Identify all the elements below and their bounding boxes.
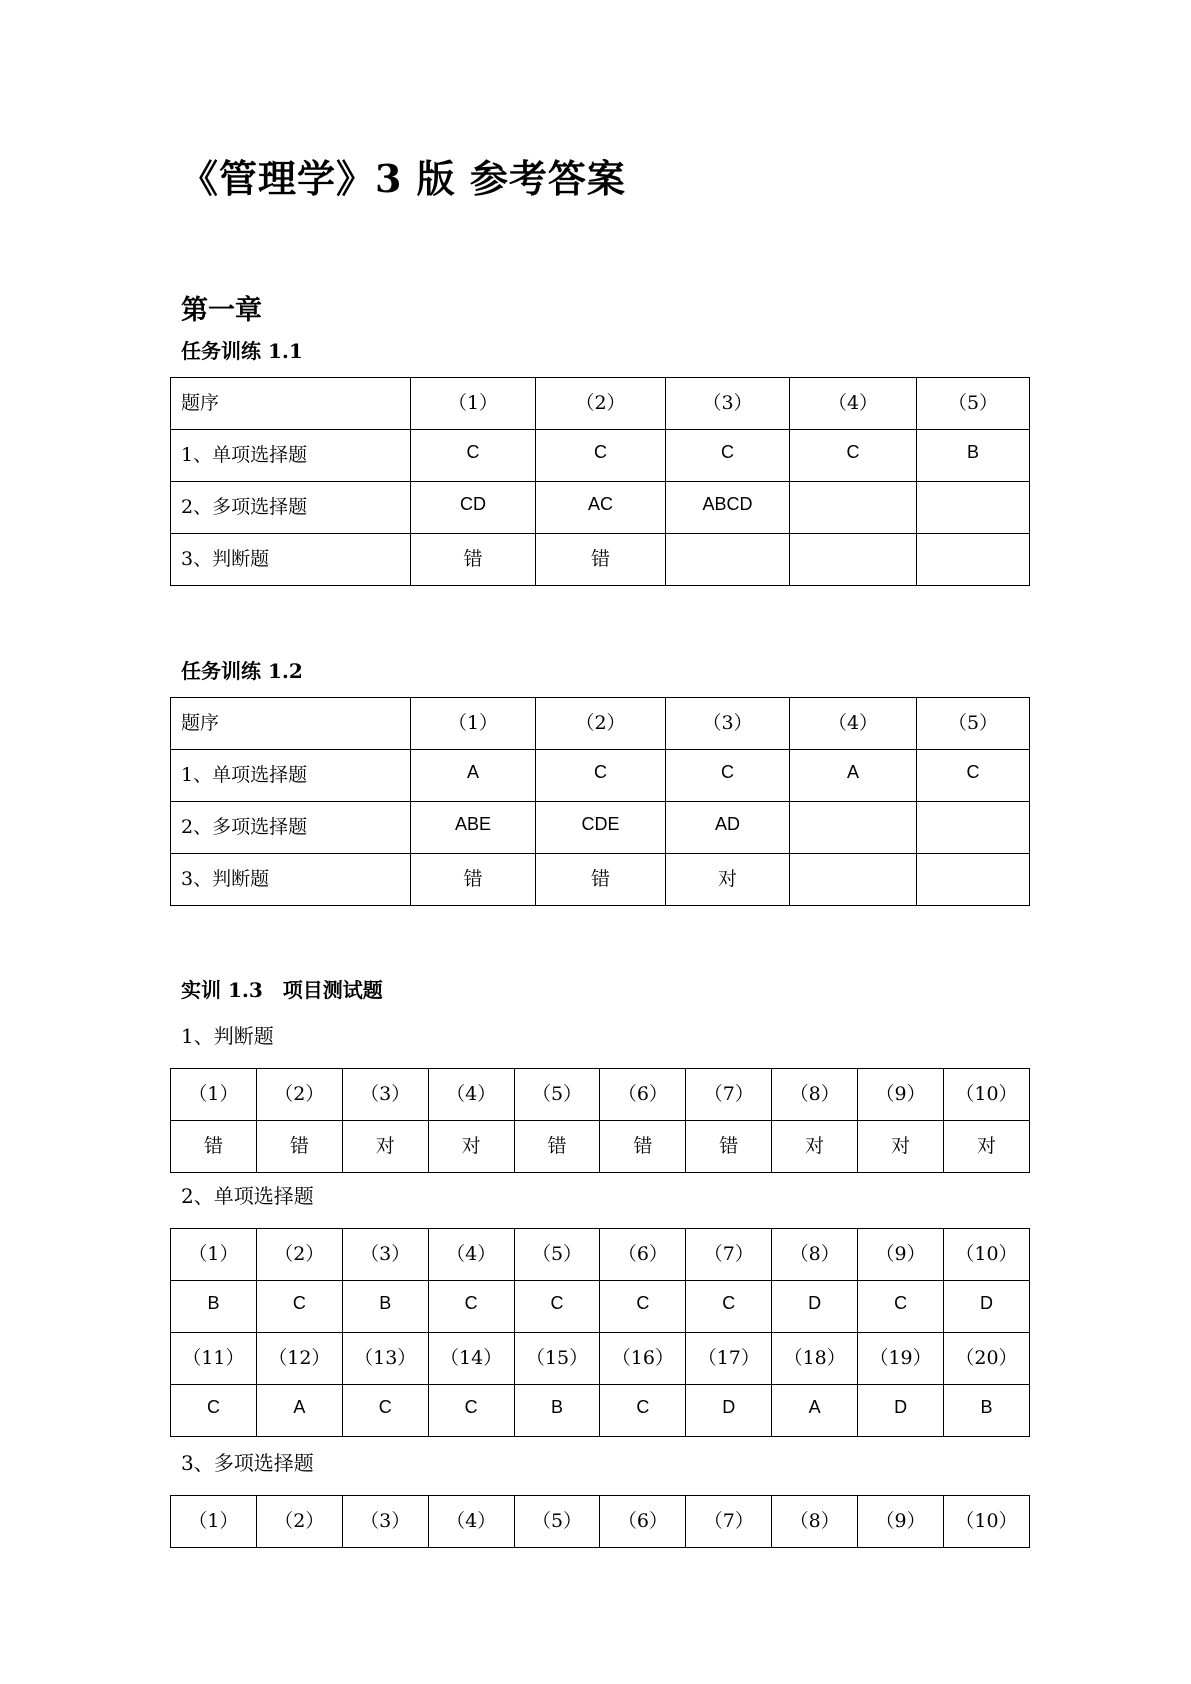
header-cell: （1） bbox=[411, 378, 536, 430]
answer-cell: D bbox=[858, 1385, 944, 1437]
task-1-1-heading: 任务训练 1.1 bbox=[181, 339, 303, 363]
number-cell: （16） bbox=[600, 1333, 686, 1385]
answer-cell: C bbox=[858, 1281, 944, 1333]
answer-cell: B bbox=[514, 1385, 600, 1437]
number-cell: （10） bbox=[944, 1069, 1030, 1121]
answer-cell: 错 bbox=[411, 854, 536, 906]
number-cell: （3） bbox=[342, 1069, 428, 1121]
number-cell: （10） bbox=[944, 1229, 1030, 1281]
answer-cell: C bbox=[666, 750, 790, 802]
number-cell: （1） bbox=[171, 1069, 257, 1121]
table-header-row bbox=[171, 1496, 1030, 1548]
training-1-3-heading: 实训 1.3 项目测试题 bbox=[181, 978, 383, 1002]
table-header-row bbox=[171, 378, 1030, 430]
answer-cell: 错 bbox=[686, 1121, 772, 1173]
chapter-heading: 第一章 bbox=[181, 295, 262, 326]
number-cell: （8） bbox=[772, 1496, 858, 1548]
answer-cell: 对 bbox=[666, 854, 790, 906]
answer-cell bbox=[790, 854, 917, 906]
answer-cell: 对 bbox=[342, 1121, 428, 1173]
answer-cell: C bbox=[666, 430, 790, 482]
answer-cell bbox=[790, 802, 917, 854]
answer-cell: 错 bbox=[171, 1121, 257, 1173]
table-header-row bbox=[171, 1229, 1030, 1281]
answer-cell: C bbox=[171, 1385, 257, 1437]
answer-cell: 对 bbox=[944, 1121, 1030, 1173]
number-cell: （3） bbox=[342, 1229, 428, 1281]
single-choice-label: 2、单项选择题 bbox=[181, 1184, 314, 1208]
answer-cell: 错 bbox=[411, 534, 536, 586]
answer-cell bbox=[917, 802, 1030, 854]
number-cell: （7） bbox=[686, 1229, 772, 1281]
header-cell: （5） bbox=[917, 698, 1030, 750]
table-row bbox=[171, 430, 1030, 482]
number-cell: （6） bbox=[600, 1496, 686, 1548]
answer-cell: D bbox=[686, 1385, 772, 1437]
judgement-table bbox=[170, 1068, 1030, 1173]
table-header-row bbox=[171, 698, 1030, 750]
row-label: 1、单项选择题 bbox=[171, 430, 411, 482]
document-title: 《管理学》3 版 参考答案 bbox=[180, 156, 626, 201]
answer-cell bbox=[790, 482, 917, 534]
number-cell: （2） bbox=[256, 1229, 342, 1281]
number-cell: （9） bbox=[858, 1069, 944, 1121]
answer-cell: C bbox=[917, 750, 1030, 802]
number-cell: （1） bbox=[171, 1496, 257, 1548]
row-label: 2、多项选择题 bbox=[171, 482, 411, 534]
table-row bbox=[171, 802, 1030, 854]
header-cell: （5） bbox=[917, 378, 1030, 430]
answer-cell bbox=[666, 534, 790, 586]
header-cell: 题序 bbox=[171, 378, 411, 430]
answer-cell: 对 bbox=[772, 1121, 858, 1173]
number-cell: （5） bbox=[514, 1069, 600, 1121]
answer-cell: 错 bbox=[514, 1121, 600, 1173]
answer-cell: C bbox=[600, 1385, 686, 1437]
answer-cell: C bbox=[790, 430, 917, 482]
header-cell: （4） bbox=[790, 698, 917, 750]
header-cell: （4） bbox=[790, 378, 917, 430]
row-label: 2、多项选择题 bbox=[171, 802, 411, 854]
table-header-row bbox=[171, 1333, 1030, 1385]
number-cell: （3） bbox=[342, 1496, 428, 1548]
answer-cell: C bbox=[428, 1385, 514, 1437]
number-cell: （5） bbox=[514, 1229, 600, 1281]
answer-cell: D bbox=[944, 1281, 1030, 1333]
answer-cell: A bbox=[411, 750, 536, 802]
header-cell: 题序 bbox=[171, 698, 411, 750]
single-choice-table bbox=[170, 1228, 1030, 1437]
number-cell: （14） bbox=[428, 1333, 514, 1385]
judgement-label: 1、判断题 bbox=[181, 1024, 274, 1048]
answer-cell: C bbox=[428, 1281, 514, 1333]
number-cell: （18） bbox=[772, 1333, 858, 1385]
header-cell: （3） bbox=[666, 698, 790, 750]
table-row bbox=[171, 1281, 1030, 1333]
table-row bbox=[171, 750, 1030, 802]
answer-cell: 对 bbox=[858, 1121, 944, 1173]
answer-cell: 错 bbox=[536, 534, 666, 586]
answer-cell: ABE bbox=[411, 802, 536, 854]
answer-cell bbox=[917, 534, 1030, 586]
number-cell: （4） bbox=[428, 1229, 514, 1281]
row-label: 3、判断题 bbox=[171, 854, 411, 906]
number-cell: （9） bbox=[858, 1496, 944, 1548]
header-cell: （3） bbox=[666, 378, 790, 430]
answer-cell: 对 bbox=[428, 1121, 514, 1173]
table-row bbox=[171, 482, 1030, 534]
header-cell: （2） bbox=[536, 698, 666, 750]
answer-cell: C bbox=[411, 430, 536, 482]
answer-cell bbox=[917, 482, 1030, 534]
number-cell: （6） bbox=[600, 1069, 686, 1121]
answer-cell: CDE bbox=[536, 802, 666, 854]
answer-cell: ABCD bbox=[666, 482, 790, 534]
table-row bbox=[171, 1385, 1030, 1437]
number-cell: （19） bbox=[858, 1333, 944, 1385]
answer-cell: C bbox=[256, 1281, 342, 1333]
task-1-1-table bbox=[170, 377, 1030, 586]
number-cell: （2） bbox=[256, 1496, 342, 1548]
answer-cell: 错 bbox=[536, 854, 666, 906]
task-1-2-heading: 任务训练 1.2 bbox=[181, 659, 303, 683]
number-cell: （2） bbox=[256, 1069, 342, 1121]
number-cell: （8） bbox=[772, 1069, 858, 1121]
number-cell: （13） bbox=[342, 1333, 428, 1385]
number-cell: （6） bbox=[600, 1229, 686, 1281]
number-cell: （8） bbox=[772, 1229, 858, 1281]
table-header-row bbox=[171, 1069, 1030, 1121]
task-1-2-table bbox=[170, 697, 1030, 906]
number-cell: （20） bbox=[944, 1333, 1030, 1385]
number-cell: （15） bbox=[514, 1333, 600, 1385]
answer-cell: A bbox=[790, 750, 917, 802]
number-cell: （7） bbox=[686, 1069, 772, 1121]
multiple-choice-label: 3、多项选择题 bbox=[181, 1451, 314, 1475]
row-label: 1、单项选择题 bbox=[171, 750, 411, 802]
table-row bbox=[171, 854, 1030, 906]
answer-cell: D bbox=[772, 1281, 858, 1333]
answer-cell bbox=[790, 534, 917, 586]
number-cell: （4） bbox=[428, 1496, 514, 1548]
answer-cell: A bbox=[256, 1385, 342, 1437]
row-label: 3、判断题 bbox=[171, 534, 411, 586]
answer-cell: B bbox=[944, 1385, 1030, 1437]
answer-cell: C bbox=[514, 1281, 600, 1333]
table-row bbox=[171, 1121, 1030, 1173]
answer-cell: AC bbox=[536, 482, 666, 534]
answer-cell bbox=[917, 854, 1030, 906]
header-cell: （2） bbox=[536, 378, 666, 430]
answer-cell: B bbox=[917, 430, 1030, 482]
answer-cell: C bbox=[536, 750, 666, 802]
number-cell: （1） bbox=[171, 1229, 257, 1281]
answer-cell: B bbox=[171, 1281, 257, 1333]
table-row bbox=[171, 534, 1030, 586]
answer-cell: 错 bbox=[256, 1121, 342, 1173]
number-cell: （17） bbox=[686, 1333, 772, 1385]
header-cell: （1） bbox=[411, 698, 536, 750]
number-cell: （4） bbox=[428, 1069, 514, 1121]
number-cell: （9） bbox=[858, 1229, 944, 1281]
number-cell: （12） bbox=[256, 1333, 342, 1385]
number-cell: （5） bbox=[514, 1496, 600, 1548]
number-cell: （11） bbox=[171, 1333, 257, 1385]
answer-cell: C bbox=[536, 430, 666, 482]
answer-cell: C bbox=[600, 1281, 686, 1333]
answer-cell: C bbox=[686, 1281, 772, 1333]
answer-cell: A bbox=[772, 1385, 858, 1437]
number-cell: （7） bbox=[686, 1496, 772, 1548]
answer-cell: AD bbox=[666, 802, 790, 854]
answer-cell: B bbox=[342, 1281, 428, 1333]
answer-cell: CD bbox=[411, 482, 536, 534]
answer-cell: 错 bbox=[600, 1121, 686, 1173]
multiple-choice-table bbox=[170, 1495, 1030, 1548]
answer-cell: C bbox=[342, 1385, 428, 1437]
number-cell: （10） bbox=[944, 1496, 1030, 1548]
